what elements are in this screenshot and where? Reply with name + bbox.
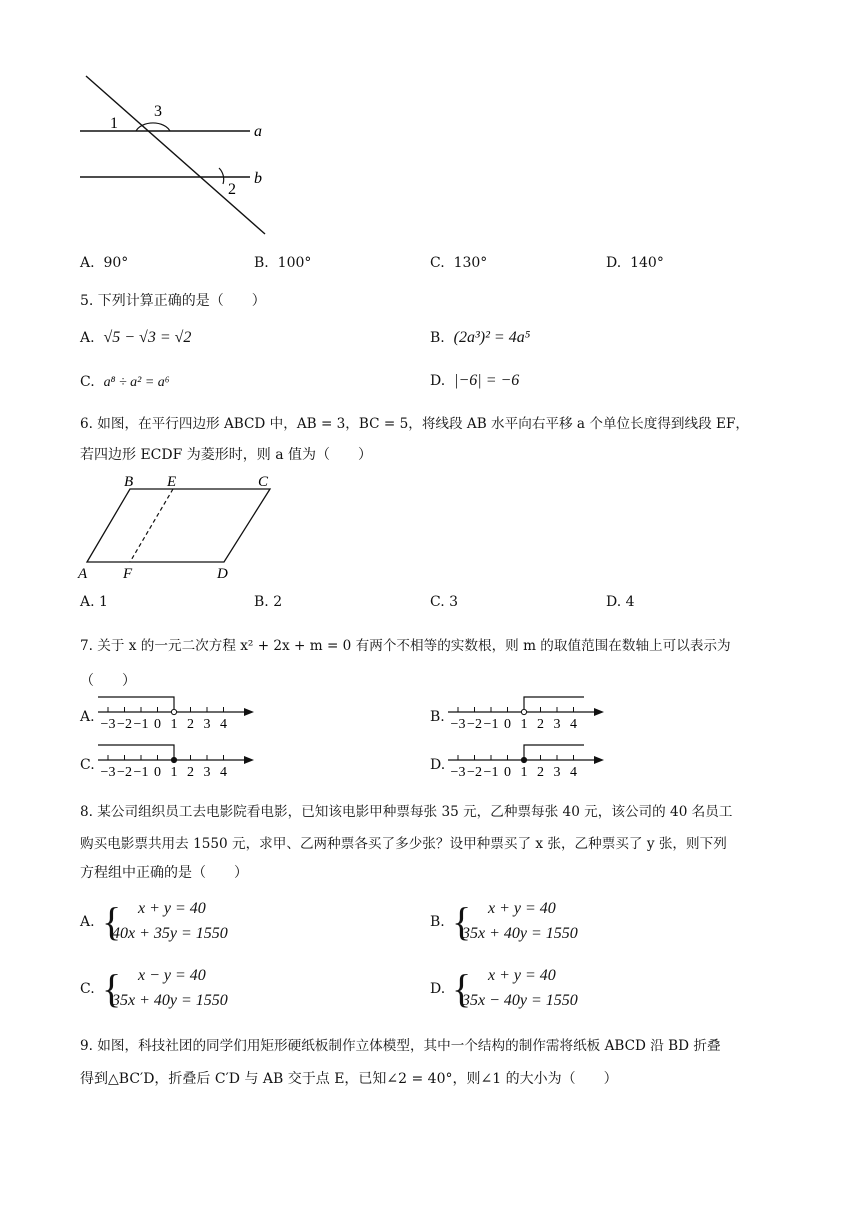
option-text: 90° [103,255,129,271]
number-line-c [96,740,261,782]
vertex-f-label: F [123,566,133,582]
q7-stem-line2: （ ） [80,673,136,689]
tick-label: −3 [100,717,116,732]
vertex-a-label: A [78,566,88,582]
tick-label: 2 [537,717,544,732]
q8-option-d[interactable] [430,965,730,1017]
tick-label: −2 [467,765,482,780]
tick-label: −2 [117,717,132,732]
q4-option-a[interactable] [80,255,128,271]
option-text: 4 [625,594,635,610]
equation-1: x + y = 40 [488,967,556,984]
option-letter: C. [80,374,95,390]
brace-icon: { [452,899,472,944]
option-letter: B. [254,594,269,610]
q8-stem-line1: 8. 某公司组织员工去电影院看电影，已知该电影甲种票每张 35 元，乙种票每张 40 元，该公司的 40 名员工 [80,804,733,820]
number-line-b [446,692,611,734]
q8-stem-line3: 方程组中正确的是（ ） [80,865,248,881]
axis-arrow-icon [244,756,254,764]
equation-1: x + y = 40 [138,900,206,917]
q6-option-c[interactable] [430,594,458,610]
vertex-c-label: C [258,474,269,490]
range-indicator [524,745,584,760]
angle-3-label: 3 [154,103,162,120]
option-text: 100° [277,255,312,271]
tick-label: 4 [220,717,227,732]
equation-2: 35x + 40y = 1550 [462,925,578,942]
tick-label: 2 [537,765,544,780]
q9-stem-line2: 得到△BC′D，折叠后 C′D 与 AB 交于点 E，已知∠2 = 40°，则∠1 的大小为（ ） [80,1071,618,1087]
range-indicator [524,697,584,712]
option-text: 2 [273,594,283,610]
tick-label: 3 [203,717,211,732]
parallelogram-figure [72,472,282,584]
option-text: 1 [99,594,108,610]
tick-label: 3 [553,765,561,780]
angle-2-label: 2 [228,181,236,198]
brace-icon: { [102,899,122,944]
q6-stem-line1: 6. 如图，在平行四边形 ABCD 中，AB = 3，BC = 5，将线段 AB 水平向右平移 a 个单位长度得到线段 EF， [80,416,749,432]
closed-point-icon [521,757,526,762]
q7-option-a-letter[interactable]: A. [80,709,95,725]
q5-option-a[interactable] [80,329,191,347]
tick-label: −1 [133,765,149,780]
q4-option-c[interactable] [430,255,487,271]
q6-option-d[interactable] [606,594,635,610]
tick-label: −3 [450,717,466,732]
equation-1: x + y = 40 [488,900,556,917]
q5-option-b[interactable] [430,329,530,347]
q5-option-d[interactable] [430,372,519,390]
option-letter: D. [430,981,446,997]
number-line-a [96,692,261,734]
brace-icon: { [452,966,472,1011]
q6-option-b[interactable] [254,594,282,610]
q4-option-d[interactable] [606,255,664,271]
q7-option-c-letter[interactable]: C. [80,757,95,773]
option-expr: |−6| = −6 [454,372,520,389]
q7-stem-line1: 7. 关于 x 的一元二次方程 x² + 2x + m = 0 有两个不相等的实数根，则 m 的取值范围在数轴上可以表示为 [80,638,731,654]
equation-2: 40x + 35y = 1550 [112,925,228,942]
q8-option-c[interactable] [80,965,380,1017]
tick-label: 4 [570,765,577,780]
range-indicator [98,697,174,712]
tick-label: 4 [570,717,577,732]
axis-arrow-icon [244,708,254,716]
option-letter: D. [606,594,622,610]
tick-label: 0 [154,765,161,780]
closed-point-icon [171,757,176,762]
number-line-d [446,740,611,782]
option-letter: B. [430,914,445,930]
equation-2: 35x + 40y = 1550 [112,992,228,1009]
option-letter: C. [430,255,445,271]
option-letter: D. [606,255,622,271]
tick-label: −3 [100,765,116,780]
q4-option-b[interactable] [254,255,311,271]
q9-stem-line1: 9. 如图，科技社团的同学们用矩形硬纸板制作立体模型，其中一个结构的制作需将纸板 ABCD 沿 BD 折叠 [80,1038,721,1054]
parallel-lines-figure [70,72,280,240]
option-letter: A. [80,330,95,346]
option-letter: A. [80,914,95,930]
q6-stem-line2: 若四边形 ECDF 为菱形时，则 a 值为（ ） [80,447,373,463]
option-letter: C. [430,594,445,610]
line-b-label: b [254,170,262,187]
tick-label: −1 [483,717,499,732]
line-a-label: a [254,123,262,140]
tick-label: −1 [133,717,149,732]
tick-label: 0 [154,717,161,732]
option-text: 3 [449,594,459,610]
option-letter: A. [80,255,95,271]
q7-option-d-letter[interactable]: D. [430,757,446,773]
tick-label: 1 [170,765,178,780]
tick-label: −2 [117,765,132,780]
option-letter: B. [254,255,269,271]
range-indicator [98,745,174,760]
q8-stem-line2: 购买电影票共用去 1550 元，求甲、乙两种票各买了多少张？设甲种票买了 x 张，乙种票买了 y 张，则下列 [80,836,727,852]
tick-label: 2 [187,717,194,732]
tick-label: 3 [203,765,211,780]
option-expr: a⁸ ÷ a² = a⁶ [103,375,170,390]
tick-label: −2 [467,717,482,732]
option-letter: D. [430,373,446,389]
vertex-b-label: B [124,474,134,490]
option-text: 140° [630,255,664,271]
vertex-e-label: E [167,474,177,490]
tick-label: 4 [220,765,227,780]
tick-label: 0 [504,717,511,732]
tick-label: −1 [483,765,499,780]
option-text: 130° [453,255,488,271]
tick-label: 1 [520,765,528,780]
q7-option-b-letter[interactable]: B. [430,709,445,725]
angle-1-label: 1 [110,115,118,132]
option-letter: A. [80,594,95,610]
q8-option-b[interactable] [430,898,730,950]
tick-label: 1 [170,717,178,732]
option-expr: √5 − √3 = √2 [103,329,192,346]
option-letter: B. [430,330,445,346]
option-letter: C. [80,981,95,997]
tick-label: 1 [520,717,528,732]
vertex-d-label: D [217,566,228,582]
option-expr: (2a³)² = 4a⁵ [453,329,531,346]
open-point-icon [171,709,176,714]
tick-label: 0 [504,765,511,780]
equation-2: 35x − 40y = 1550 [462,992,578,1009]
open-point-icon [521,709,526,714]
tick-label: 3 [553,717,561,732]
q5-option-c[interactable] [80,374,170,391]
q6-option-a[interactable] [80,594,108,610]
tick-label: 2 [187,765,194,780]
axis-arrow-icon [594,756,604,764]
q8-option-a[interactable] [80,898,380,950]
axis-arrow-icon [594,708,604,716]
q5-stem: 5. 下列计算正确的是（ ） [80,293,266,309]
tick-label: −3 [450,765,466,780]
equation-1: x − y = 40 [138,967,206,984]
brace-icon: { [102,966,122,1011]
